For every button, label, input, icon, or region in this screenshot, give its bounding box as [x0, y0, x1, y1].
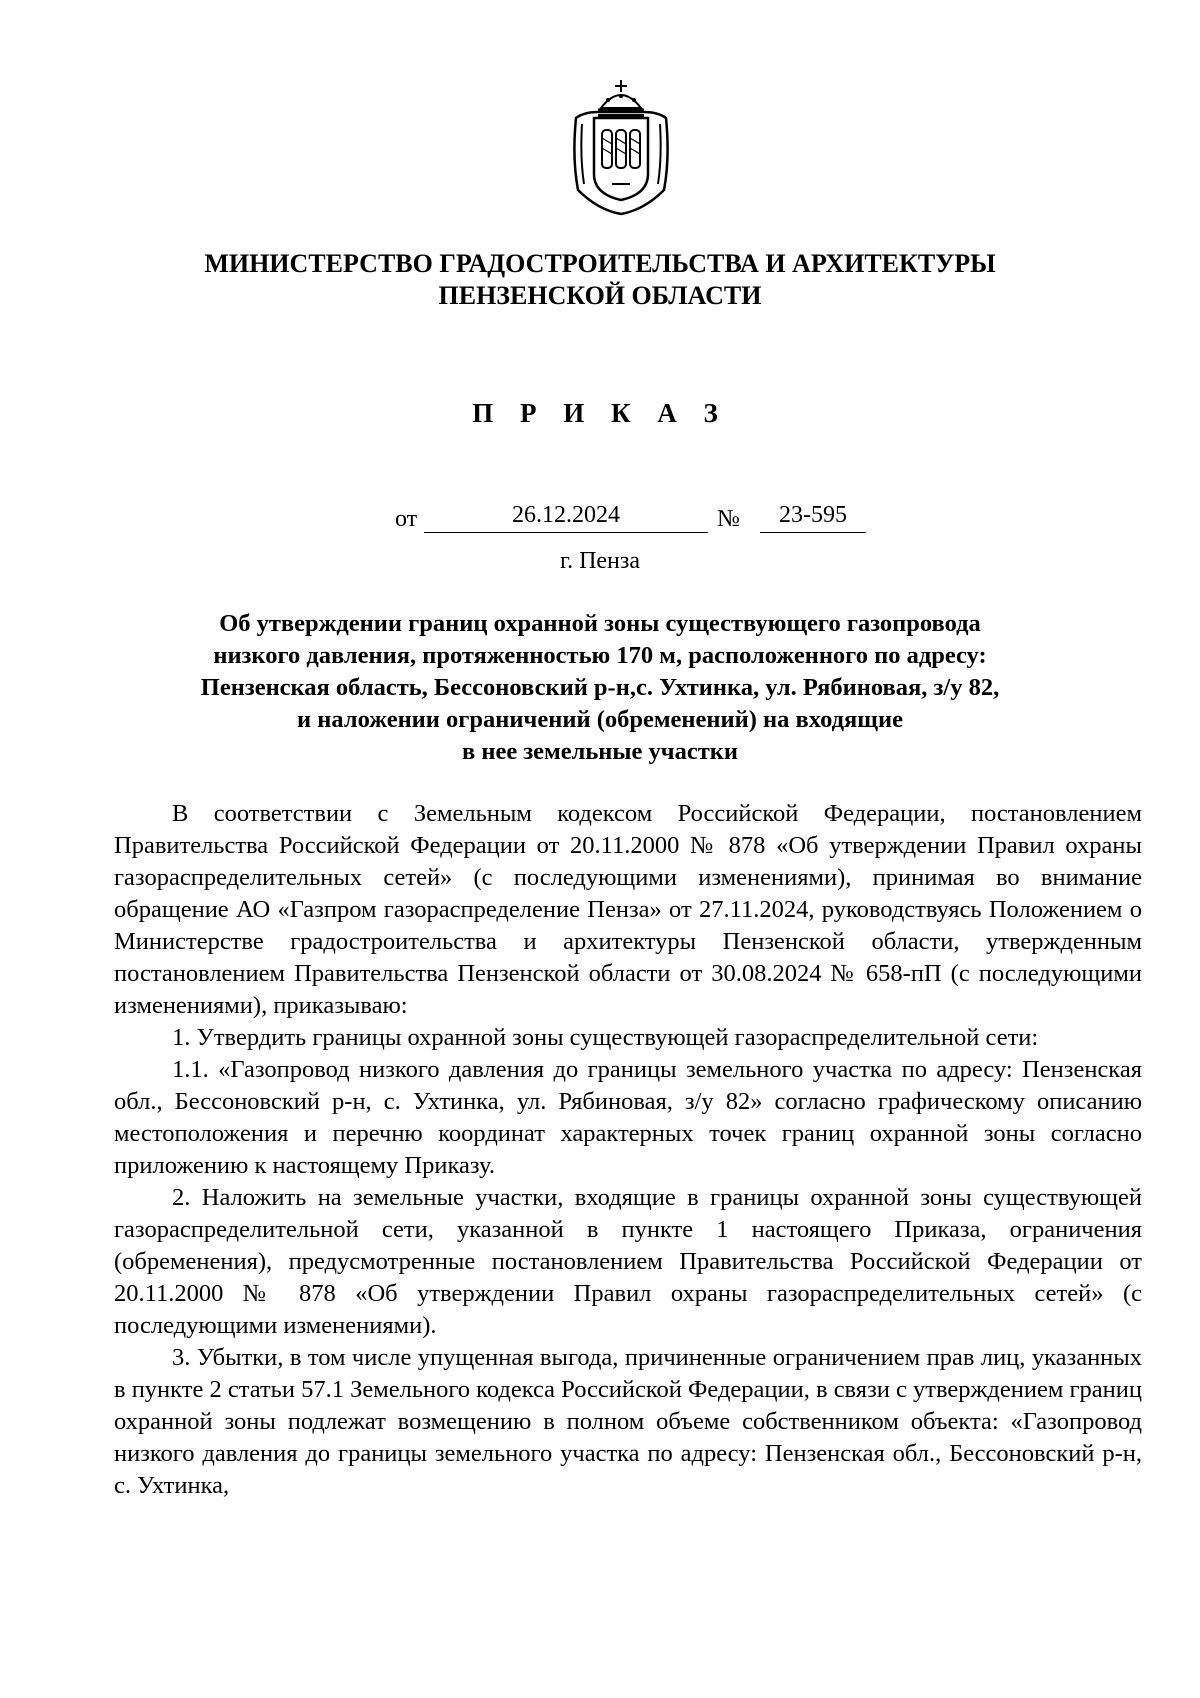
ministry-name: [0, 248, 1200, 312]
body-paragraph-item-3: 3. Убытки, в том числе упущенная выгода, причиненные ограничением прав лиц, указанных в пункте 2 статьи 57.1 Земельного кодекса Российской Федерации, в связи с утверждением границ охранной зоны подлежат возмещению в полном объеме собственником объекта: «Газопровод низкого давления до границы земельного участка по адресу: Пензенская обл., Бессоновский р-н, с. Ухтинка,: [114, 1344, 1142, 1499]
order-number: 23-595: [760, 502, 866, 533]
body-paragraph-item-1-1: 1.1. «Газопровод низкого давления до границы земельного участка по адресу: Пензенская обл., Бессоновский р-н, с. Ухтинка, ул. Рябиновая, з/у 82» согласно графическому описанию местоположения и перечню координат характерных точек границ охранной зоны согласно приложению к настоящему Приказу.: [114, 1056, 1142, 1179]
subject-line: в нее земельные участки: [461, 738, 739, 765]
body-paragraph-preamble: В соответствии с Земельным кодексом Российской Федерации, постановлением Правительства Российской Федерации от 20.11.2000 № 878 «Об утверждении Правил охраны газораспределительных сетей» (с последующими изменениями), принимая во внимание обращение АО «Газпром газораспределение Пенза» от 27.11.2024, руководствуясь Положением о Министерстве градостроительства и архитектуры Пензенской области, утвержденным постановлением Правительства Пензенской области от 30.08.2024 № 658-пП (с последующими изменениями), приказываю:: [114, 800, 1142, 1019]
order-subject: [140, 608, 1060, 768]
subject-line: Об утверждении границ охранной зоны существующего газопровода: [219, 610, 981, 637]
subject-line: Пензенская область, Бессоновский р-н,с. Ухтинка, ул. Рябиновая, з/у 82,: [200, 674, 1000, 701]
body-paragraph-item-2: 2. Наложить на земельные участки, входящие в границы охранной зоны существующей газораспределительной сети, указанной в пункте 1 настоящего Приказа, ограничения (обременения), предусмотренные постановлением Правительства Российской Федерации от 20.11.2000 № 878 «Об утверждении Правил охраны газораспределительных сетей» (с последующими изменениями).: [114, 1184, 1142, 1339]
subject-line: и наложении ограничений (обременений) на входящие: [297, 706, 903, 733]
subject-line: низкого давления, протяженностью 170 м, расположенного по адресу:: [213, 642, 987, 669]
order-number-label: №: [717, 506, 740, 532]
order-date-number-line: [0, 502, 1200, 536]
order-title: П Р И К А З: [472, 398, 728, 428]
date-from-label: от: [395, 506, 418, 532]
ministry-name-line2: ПЕНЗЕНСКОЙ ОБЛАСТИ: [438, 281, 762, 310]
body-paragraph-item-1: 1. Утвердить границы охранной зоны существующей газораспределительной сети:: [172, 1024, 1039, 1051]
order-body: [114, 798, 1142, 1502]
ministry-name-line1: МИНИСТЕРСТВО ГРАДОСТРОИТЕЛЬСТВА И АРХИТЕКТУРЫ: [204, 249, 996, 278]
city-name: г. Пенза: [559, 548, 641, 574]
coat-of-arms-emblem: [568, 78, 674, 218]
order-date: 26.12.2024: [424, 502, 708, 533]
